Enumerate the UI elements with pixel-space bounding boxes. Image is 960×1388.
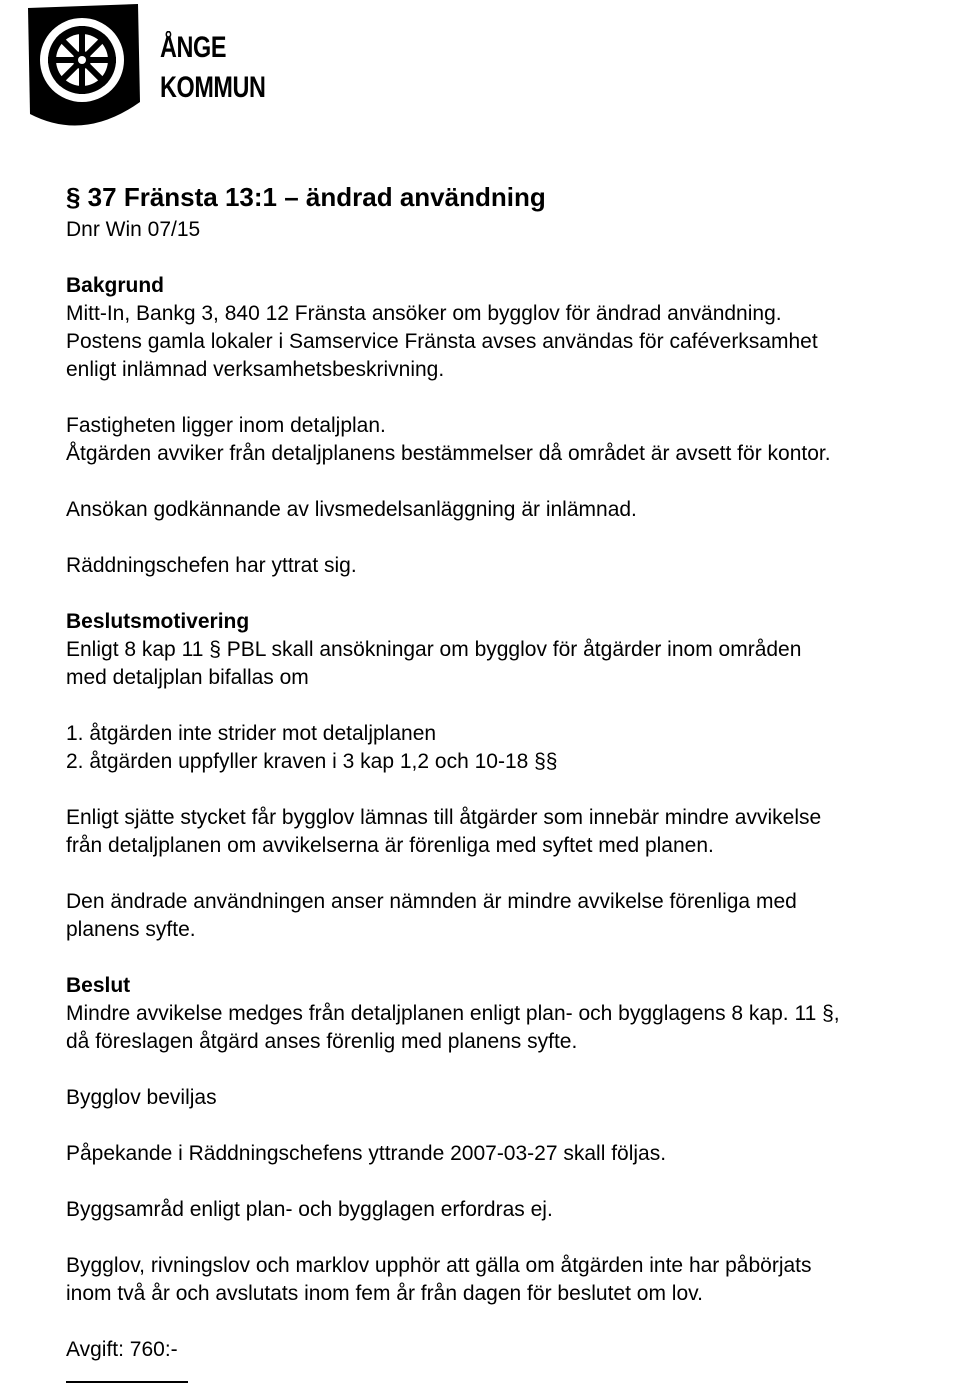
beslut-line: då föreslagen åtgärd anses förenlig med planens syfte. [66,1030,578,1053]
wheel-shield-icon [24,2,144,130]
bakgrund-line: Åtgärden avviker från detaljplanens bestämmelser då området är avsett för kontor. [66,442,831,465]
beslut-line: Påpekande i Räddningschefens yttrande 2007-03-27 skall följas. [66,1142,667,1165]
section-heading-beslutsmotivering: Beslutsmotivering [66,610,250,633]
section-heading-bakgrund: Bakgrund [66,274,165,297]
case-title: § 37 Fränsta 13:1 – ändrad användning [66,182,546,212]
logo-line-2: KOMMUN [160,71,266,104]
document-body [66,178,956,1364]
motivering-line: Enligt sjätte stycket får bygglov lämnas till åtgärder som innebär mindre avvikelse [66,806,822,829]
beslut-line: Byggsamråd enligt plan- och bygglagen erfordras ej. [66,1198,553,1221]
beslut-line: Mindre avvikelse medges från detaljplanen enligt plan- och bygglagens 8 kap. 11 §, [66,1002,840,1025]
bakgrund-line: Fastigheten ligger inom detaljplan. [66,414,386,437]
bakgrund-line: Räddningschefen har yttrat sig. [66,554,357,577]
condition-list-item: 1. åtgärden inte strider mot detaljplanen [66,722,437,745]
logo-wordmark [160,28,266,108]
motivering-line: från detaljplanen om avvikelserna är förenliga med syftet med planen. [66,834,714,857]
motivering-line: med detaljplan bifallas om [66,666,309,689]
ange-kommun-logo [24,2,266,130]
signature-rule [66,1381,188,1383]
beslut-line: Bygglov beviljas [66,1086,217,1109]
bakgrund-line: Mitt-In, Bankg 3, 840 12 Fränsta ansöker om bygglov för ändrad användning. [66,302,782,325]
condition-list-item: 2. åtgärden uppfyller kraven i 3 kap 1,2 och 10-18 §§ [66,750,558,773]
motivering-line: planens syfte. [66,918,196,941]
section-heading-beslut: Beslut [66,974,131,997]
motivering-line: Den ändrade användningen anser nämnden är mindre avvikelse förenliga med [66,890,797,913]
beslut-line: inom två år och avslutats inom fem år från dagen för beslutet om lov. [66,1282,703,1305]
motivering-line: Enligt 8 kap 11 § PBL skall ansökningar om bygglov för åtgärder inom områden [66,638,802,661]
case-dnr: Dnr Win 07/15 [66,218,201,241]
beslut-line: Bygglov, rivningslov och marklov upphör att gälla om åtgärden inte har påbörjats [66,1254,812,1277]
logo-line-1: ÅNGE [160,31,227,64]
bakgrund-line: Postens gamla lokaler i Samservice Fränsta avses användas för caféverksamhet [66,330,818,353]
bakgrund-line: enligt inlämnad verksamhetsbeskrivning. [66,358,445,381]
fee-line: Avgift: 760:- [66,1338,178,1361]
bakgrund-line: Ansökan godkännande av livsmedelsanläggning är inlämnad. [66,498,637,521]
